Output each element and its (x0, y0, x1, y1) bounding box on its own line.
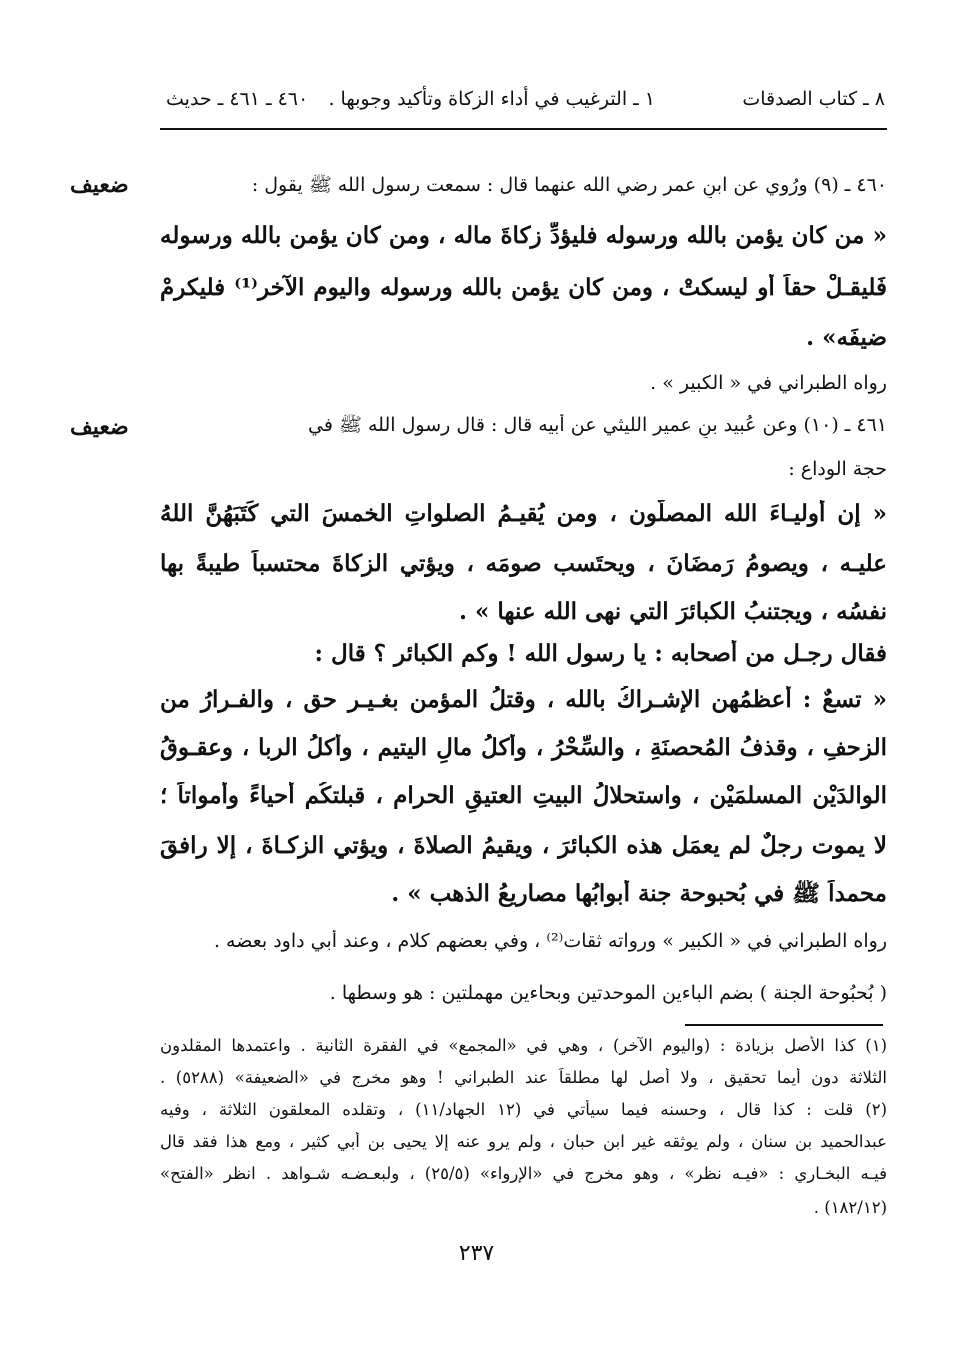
hadith-460-source: رواه الطبراني في « الكبير » . (650, 372, 887, 394)
hadith-461-text-line-2: عليـه ، ويصومُ رَمضَانَ ، ويحتَسب صومَه ، ويؤتي الزكاةَ محتسباً طيبةً بها (160, 550, 887, 577)
hadith-461-text-line-4: فقال رجـل من أصحابه : يا رسول الله ! وكم الكبائر ؟ قال : (314, 640, 887, 667)
footnote-line-3: (٢) قلت : كذا قال ، وحسنه فيما سيأتي في (١٢ الجهاد/١١) ، وتقلده المعلقون الثلاثة ، وفيه (160, 1100, 887, 1119)
hadith-461-source: رواه الطبراني في « الكبير » ورواته ثقات⁽²⁾ ، وفي بعضهم كلام ، وعند أبي داود بعضه . (213, 930, 887, 952)
hadith-461-text-line-6: الزحفِ ، وقذفُ المُحصنَةِ ، والسِّحْرُ ، وأكلُ مالِ اليتيم ، وأَكلُ الربا ، وعقـوقُ (160, 734, 887, 761)
hadith-460-text-line-2: فَليقـلْ حقاً أَو ليسكتْ ، ومن كان يؤمن بالله ورسوله واليوم الآخر⁽¹⁾ فليكرمْ (160, 274, 887, 301)
header-chapter: ٨ ـ كتاب الصدقات (742, 88, 885, 110)
hadith-461-text-line-5: « تسعٌ : أعظمُهن الإشـراكُ بالله ، وقتلُ المؤمن بغـيـر حق ، والفـرارُ من (160, 686, 887, 713)
hadith-461-text-line-9: محمداً ﷺ في بُحبوحة جنة أَبوابُها مصاريعُ الذهب » . (391, 880, 887, 907)
hadith-461-intro-line-2: حجة الوداع : (788, 458, 887, 480)
grade-label-460: ضعيف (70, 172, 129, 198)
hadith-460-text-line-1: « من كان يؤمن بالله ورسوله فليؤدِّ زكاةَ ماله ، ومن كان يؤمن بالله ورسوله (160, 222, 887, 249)
header-hadith-range: ٤٦٠ ـ ٤٦١ ـ حديث (166, 88, 309, 110)
page-number: ٢٣٧ (458, 1241, 495, 1266)
hadith-460-intro: ٤٦٠ ـ (٩) ورُوي عن ابنِ عمر رضي الله عنهما قال : سمعت رسول الله ﷺ يقول : (251, 174, 887, 196)
hadith-461-intro-line-1: ٤٦١ ـ (١٠) وعن عُبيد بنِ عمير الليثي عن أبيه قال : قال رسول الله ﷺ في (308, 414, 887, 436)
footnote-line-5: فيـه البخـاري : «فيـه نظر» ، وهو مخرج في «الإرواء» (٢٥/٥) ، ولبعـضـه شـواهد . انظر «الفتح» (160, 1164, 887, 1183)
footnote-line-1: (١) كذا الأصل بزيادة : (واليوم الآخر) ، وهي في «المجمع» في الفقرة الثانية . واعتمدها المقلدون (160, 1036, 887, 1055)
hadith-461-text-line-7: الوالدَيْن المسلمَيْن ، واستحلالُ البيتِ العتيقِ الحرام ، قبلتكُم أحياءً وأمواتاً ؛ (160, 782, 887, 809)
hadith-461-text-line-1: « إن أَوليـاءَ الله المصلُّون ، ومن يُقيـمُ الصلواتِ الخمسَ التي كَتَبَهُنَّ اللهُ (160, 500, 887, 527)
hadith-461-gloss: ( بُحبُوحة الجنة ) بضم الباءين الموحدتين وبحاءين مهملتين : هو وسطها . (329, 982, 887, 1004)
hadith-461-text-line-8: لا يموت رجلٌ لم يعمَل هذه الكبائرَ ، ويقيمُ الصلاةَ ، ويؤتي الزكـاةَ ، إلا رافقَ (160, 832, 887, 859)
header-divider (160, 128, 887, 130)
grade-label-461: ضعيف (70, 414, 129, 440)
header-section: ١ ـ الترغيب في أداء الزكاة وتأكيد وجوبها . (328, 88, 655, 110)
hadith-460-text-line-3: ضيفَه» . (806, 324, 887, 351)
footnote-line-2: الثلاثة دون أيما تحقيق ، ولا أصل لها مطلقاً عند الطبراني ! وهو مخرج في «الضعيفة» (٥٢٨٨) . (160, 1068, 887, 1087)
footnote-divider (685, 1024, 883, 1026)
footnote-line-6: (١٨٢/١٢) . (813, 1198, 887, 1217)
hadith-461-text-line-3: نفسُه ، ويجتنبُ الكبائرَ التي نهى الله عنها » . (458, 598, 887, 625)
footnote-line-4: عبدالحميد بن سنان ، ولم يوثقه غير ابن حبان ، ولم يرو عنه إلا يحيى بن أبي كثير ، ومع هذا فقد قال (160, 1132, 887, 1151)
